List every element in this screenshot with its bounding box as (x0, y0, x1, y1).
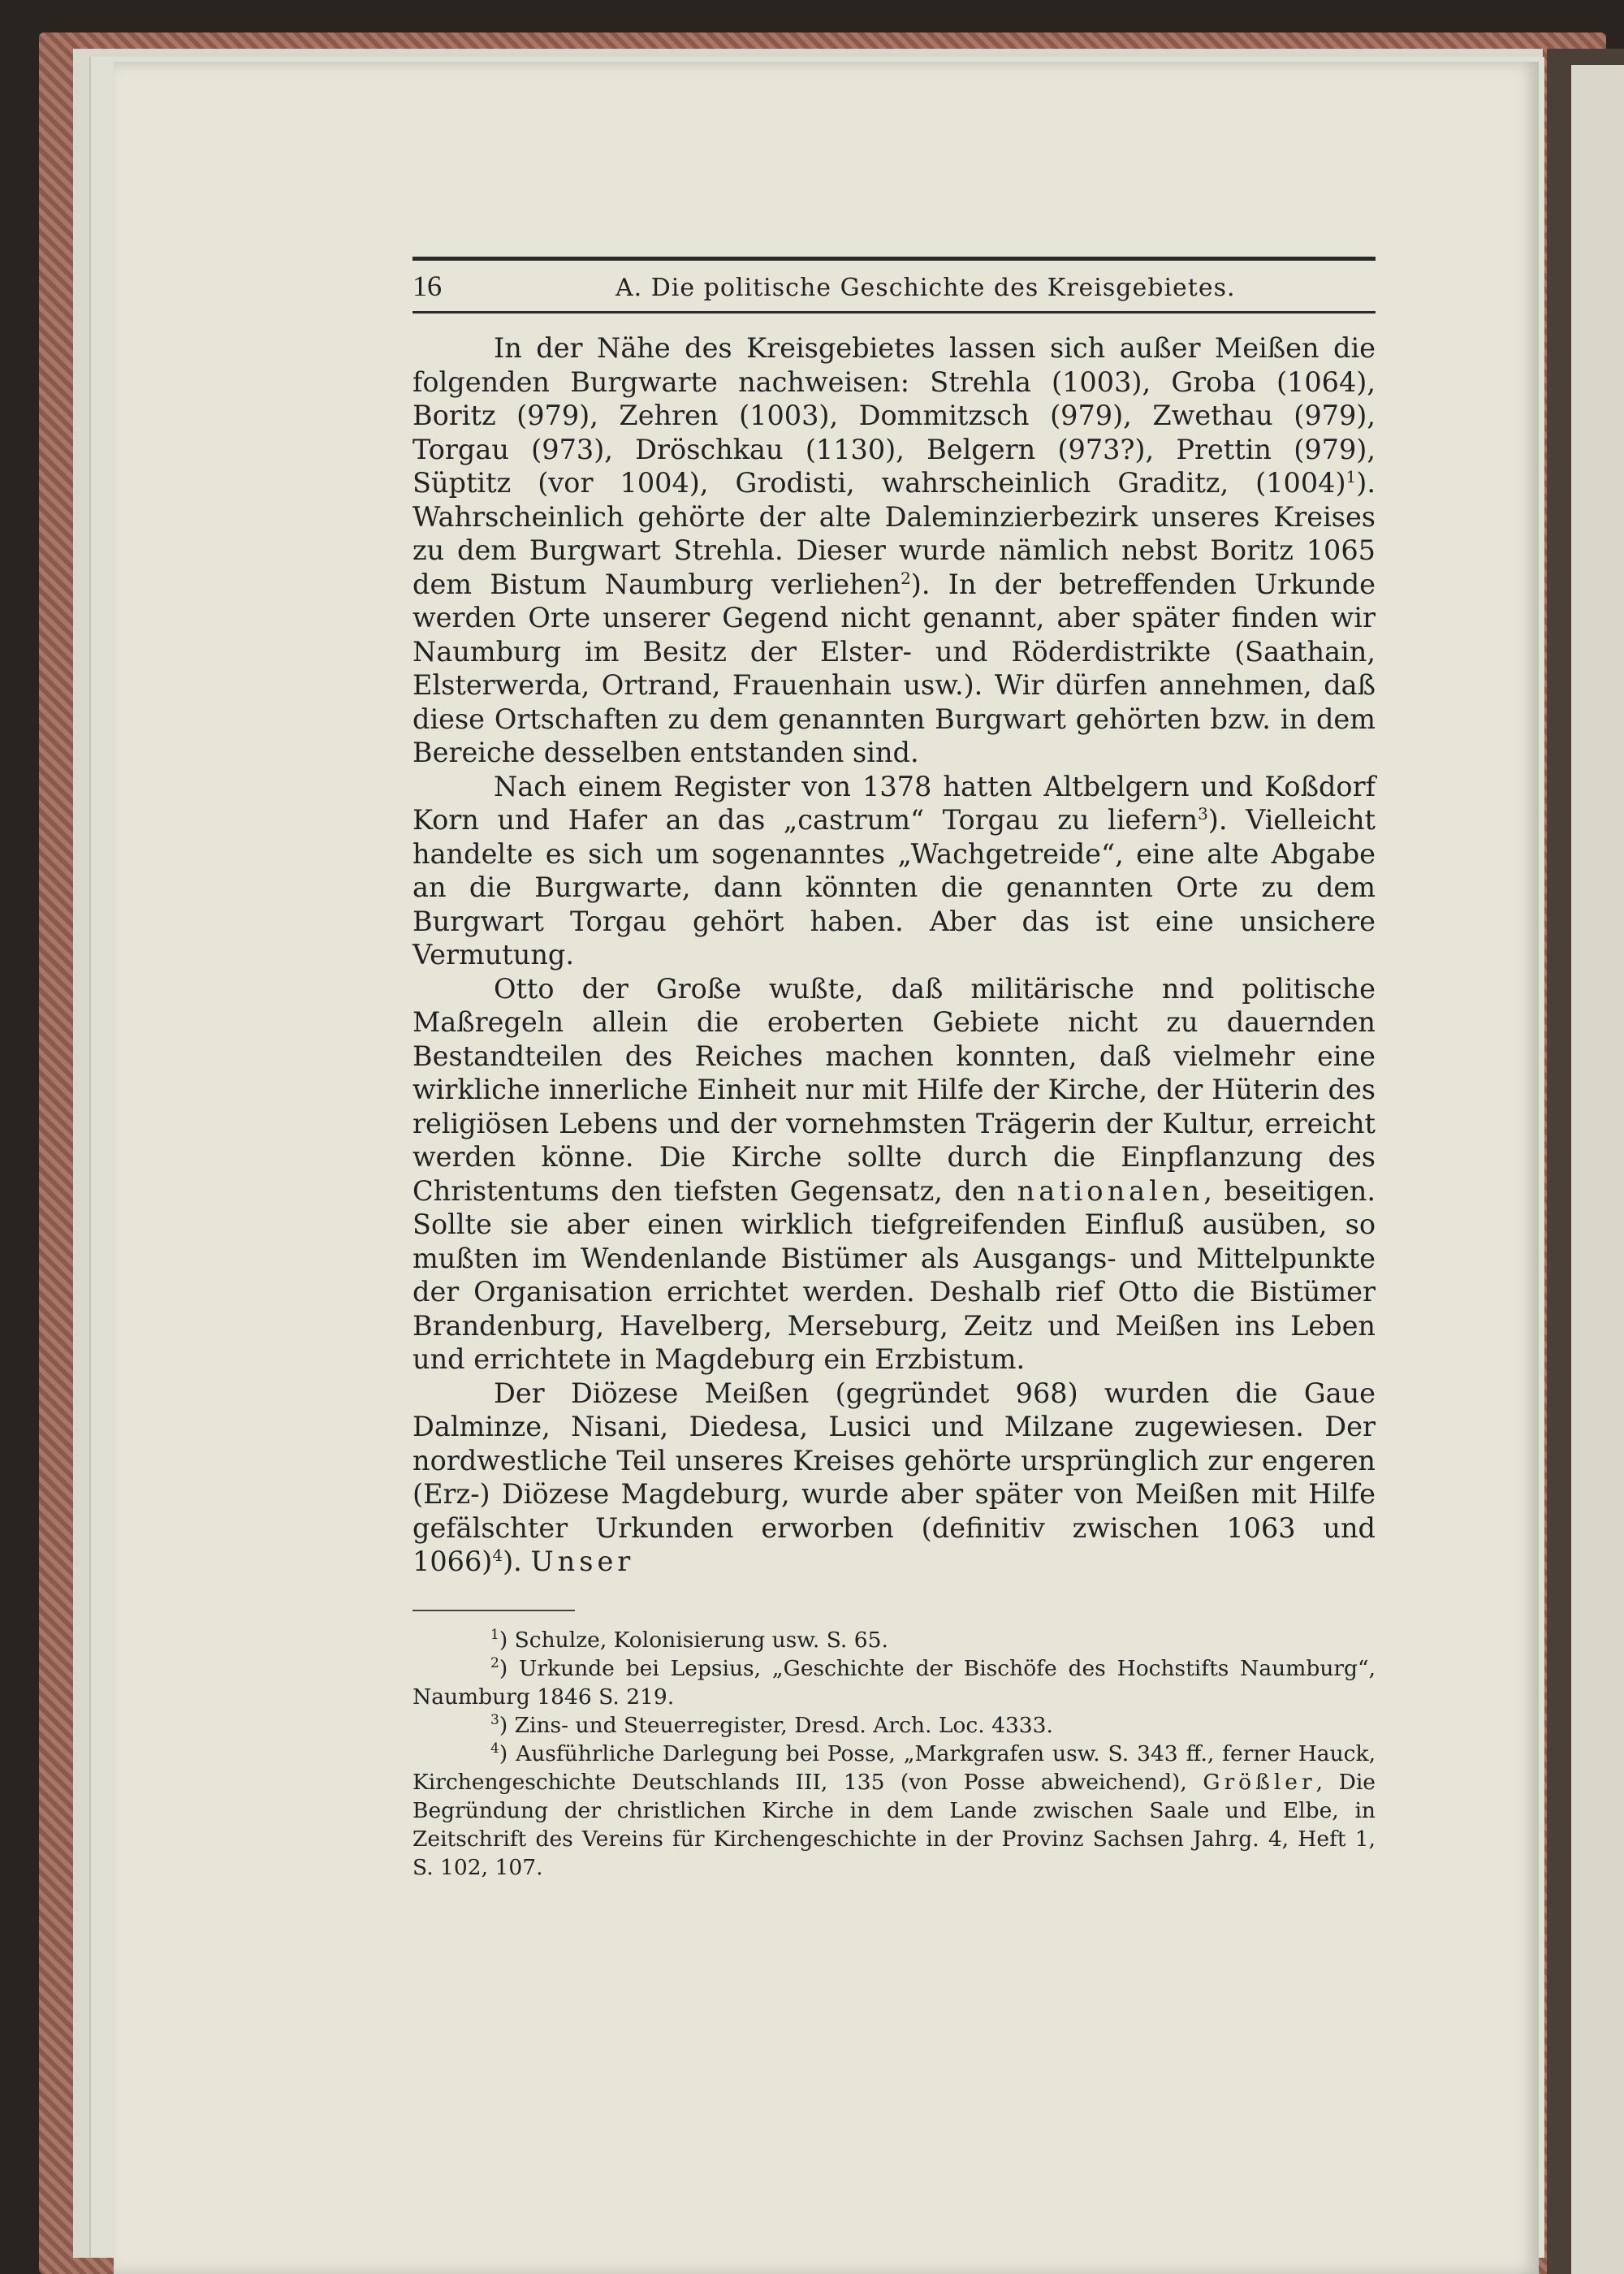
footnote-mark: 4 (490, 1740, 499, 1757)
page-number: 16 (412, 270, 442, 302)
running-head (412, 269, 1376, 305)
paragraph (412, 972, 1376, 1377)
footnote-mark: 1 (490, 1626, 499, 1643)
footnote (412, 1626, 1376, 1654)
footnote-rule (412, 1610, 575, 1611)
paragraph-text: ). In der betreffenden Urkunde werden Orte unserer Gegend nicht genannt, aber später finden wir Naumburg im Besitz der Elster- und Röderdistrikte (Saathain, Elsterwerda, Ortrand, Frauenhain usw.). Wir dürfen annehmen, daß diese Ortschaften zu dem genannten Burgwart gehörten bzw. in dem Bereiche desselben entstanden sind. (412, 568, 1376, 768)
paragraph-text: In der Nähe des Kreisgebietes lassen sich außer Meißen die folgenden Burgwarte nachweisen: Strehla (1003), Groba (1064), Boritz (979), Zehren (1003), Dommitzsch (979), Zwethau (979), Torgau (973), Dröschkau (1130), Belgern (973?), Prettin (979), Süptitz (vor 1004), Grodisti, wahrscheinlich Graditz, (1004) (412, 332, 1376, 499)
footnote-mark: 3 (490, 1711, 499, 1728)
paragraph-text: ). Vielleicht handelte es sich um sogenanntes „Wachgetreide“, eine alte Abgabe an die Burgwarte, dann könnten die genannten Orte zu dem Burgwart Torgau gehört haben. Aber das ist eine unsichere Vermutung. (412, 804, 1376, 971)
footnote-ref: 3 (1198, 803, 1208, 824)
emphasized-word: nationalen (1017, 1174, 1204, 1207)
footnote-mark: 2 (490, 1654, 499, 1671)
footnote-text: , Die Begründung der christlichen Kirche in dem Lande zwischen Saale und Elbe, in Zeitschrift des Vereins für Kirchengeschichte in der Provinz Sachsen Jahrg. 4, Heft 1, S. 102, 107. (412, 1769, 1376, 1880)
footnote-text: ) Ausführliche Darlegung bei Posse, „Markgrafen usw. S. 343 ff., ferner Hauck, Kirchengeschichte Deutschlands III, 135 (von Posse abweichend), (412, 1740, 1376, 1795)
footnote-text: ) Zins- und Steuerregister, Dresd. Arch. Loc. 4333. (499, 1712, 1053, 1738)
paragraph-text: , beseitigen. Sollte sie aber einen wirklich tiefgreifenden Einfluß ausüben, so mußten im Wendenlande Bistümer als Ausgangs- und Mittelpunkte der Organisation errichtet werden. Deshalb rief Otto die Bistümer Brandenburg, Havelberg, Merseburg, Zeitz und Meißen ins Leben und errichtete in Magdeburg ein Erzbistum. (412, 1174, 1376, 1375)
paragraph (412, 770, 1376, 972)
paragraph (412, 331, 1376, 770)
footnote-ref: 4 (492, 1545, 503, 1565)
paragraph-text: Otto der Große wußte, daß militärische nnd politische Maßregeln allein die eroberten Gebiete nicht zu dauernden Bestandteilen des Reiches machen konnten, daß vielmehr eine wirkliche innerliche Einheit nur mit Hilfe der Kirche, der Hüterin des religiösen Lebens und der vornehmsten Trägerin der Kultur, erreicht werden könne. Die Kirche sollte durch die Einpflanzung des Christentums den tiefsten Gegensatz, den (412, 972, 1376, 1207)
paragraph-text: ). (503, 1546, 522, 1577)
footnote (412, 1740, 1376, 1882)
footnote-ref: 2 (901, 568, 911, 588)
paragraph-text: Nach einem Register von 1378 hatten Altbelgern und Koßdorf Korn und Hafer an das „castrum“ Torgau zu liefern (412, 770, 1376, 836)
footnote-text: ) Urkunde bei Lepsius, „Geschichte der Bischöfe des Hochstifts Naumburg“, Naumburg 1846 S. 219. (412, 1655, 1376, 1710)
header-rule-top (412, 257, 1376, 261)
footnote-ref: 1 (1345, 466, 1357, 486)
paragraph-text: Der Diözese Meißen (gegründet 968) wurden die Gaue Dalminze, Nisani, Diedesa, Lusici und Milzane zugewiesen. Der nordwestliche Teil unseres Kreises gehörte ursprünglich zur engeren (Erz-) Diözese Magdeburg, wurde aber später von Meißen mit Hilfe gefälschter Urkunden erworben (definitiv zwischen 1063 und 1066) (412, 1377, 1376, 1577)
footnotes (412, 1626, 1376, 1882)
footnote (412, 1654, 1376, 1711)
emphasized-word: Größler (1203, 1769, 1316, 1795)
running-title: A. Die politische Geschichte des Kreisgebietes. (615, 274, 1236, 302)
footnote (412, 1711, 1376, 1740)
page-content (412, 257, 1376, 1882)
facing-page-edge (1571, 65, 1624, 2274)
footnote-text: ) Schulze, Kolonisierung usw. S. 65. (499, 1627, 888, 1653)
paragraph-text: ). Wahrscheinlich gehörte der alte Daleminzierbezirk unseres Kreises zu dem Burgwart Strehla. Dieser wurde nämlich nebst Boritz 1065 dem Bistum Naumburg verliehen (412, 467, 1376, 600)
header-rule-bottom (412, 311, 1376, 313)
body-text (412, 331, 1376, 1579)
emphasized-word: Unser (530, 1546, 635, 1577)
paragraph (412, 1377, 1376, 1579)
